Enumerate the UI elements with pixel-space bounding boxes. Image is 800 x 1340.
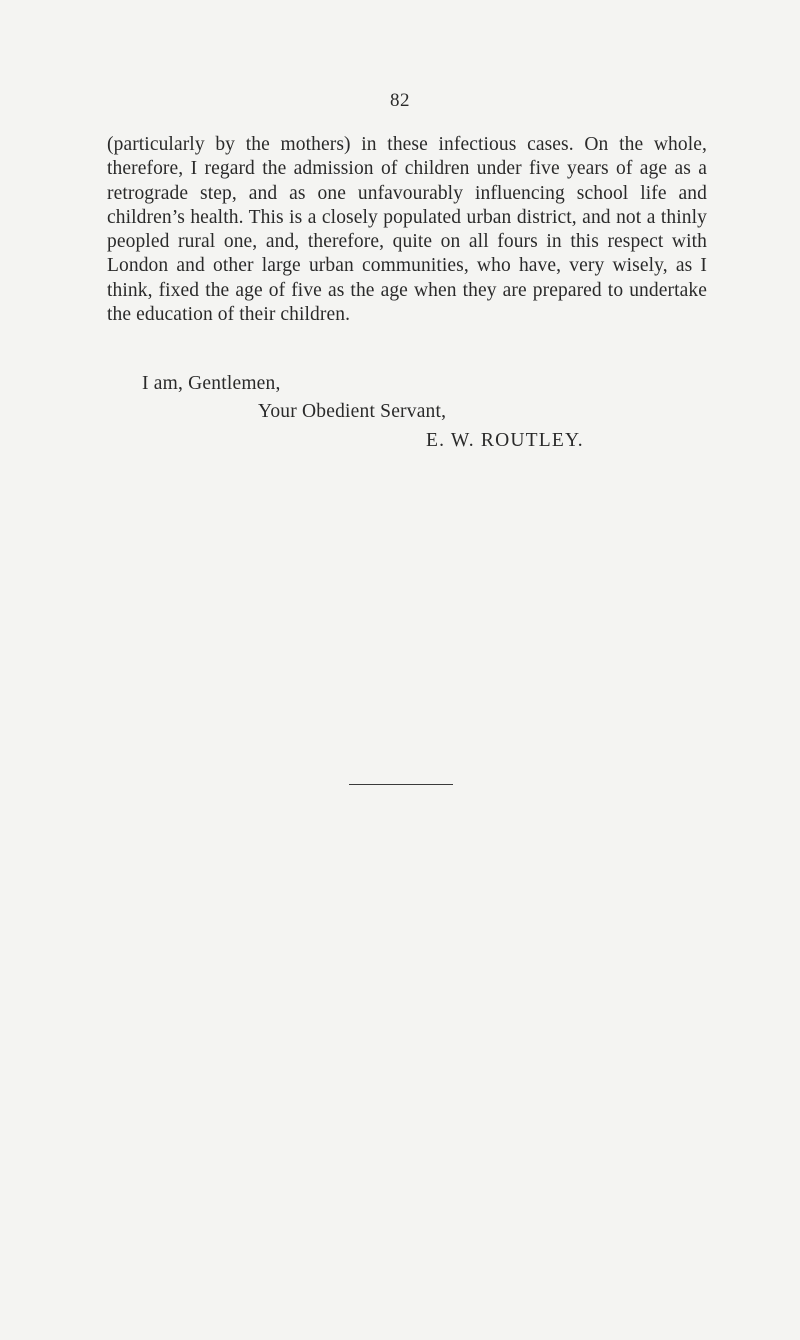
section-divider xyxy=(349,784,453,785)
page-number: 82 xyxy=(390,90,410,111)
signature: E. W. ROUTLEY. xyxy=(426,430,584,451)
closing-salutation: I am, Gentlemen, xyxy=(142,373,281,394)
body-paragraph: (particularly by the mothers) in these infectious cases. On the whole, therefore, I regard the admission of children under five years of age as a retrograde step, and as one unfavourably influencing school life and children’s health. This is a closely populated urban district, and not a thinly peopled rural one, and, therefore, quite on all fours in this respect with London and other large urban communities, who have, very wisely, as I think, fixed the age of five as the age when they are prepared to undertake the education of their children. xyxy=(107,134,707,326)
closing-valediction: Your Obedient Servant, xyxy=(258,401,447,422)
